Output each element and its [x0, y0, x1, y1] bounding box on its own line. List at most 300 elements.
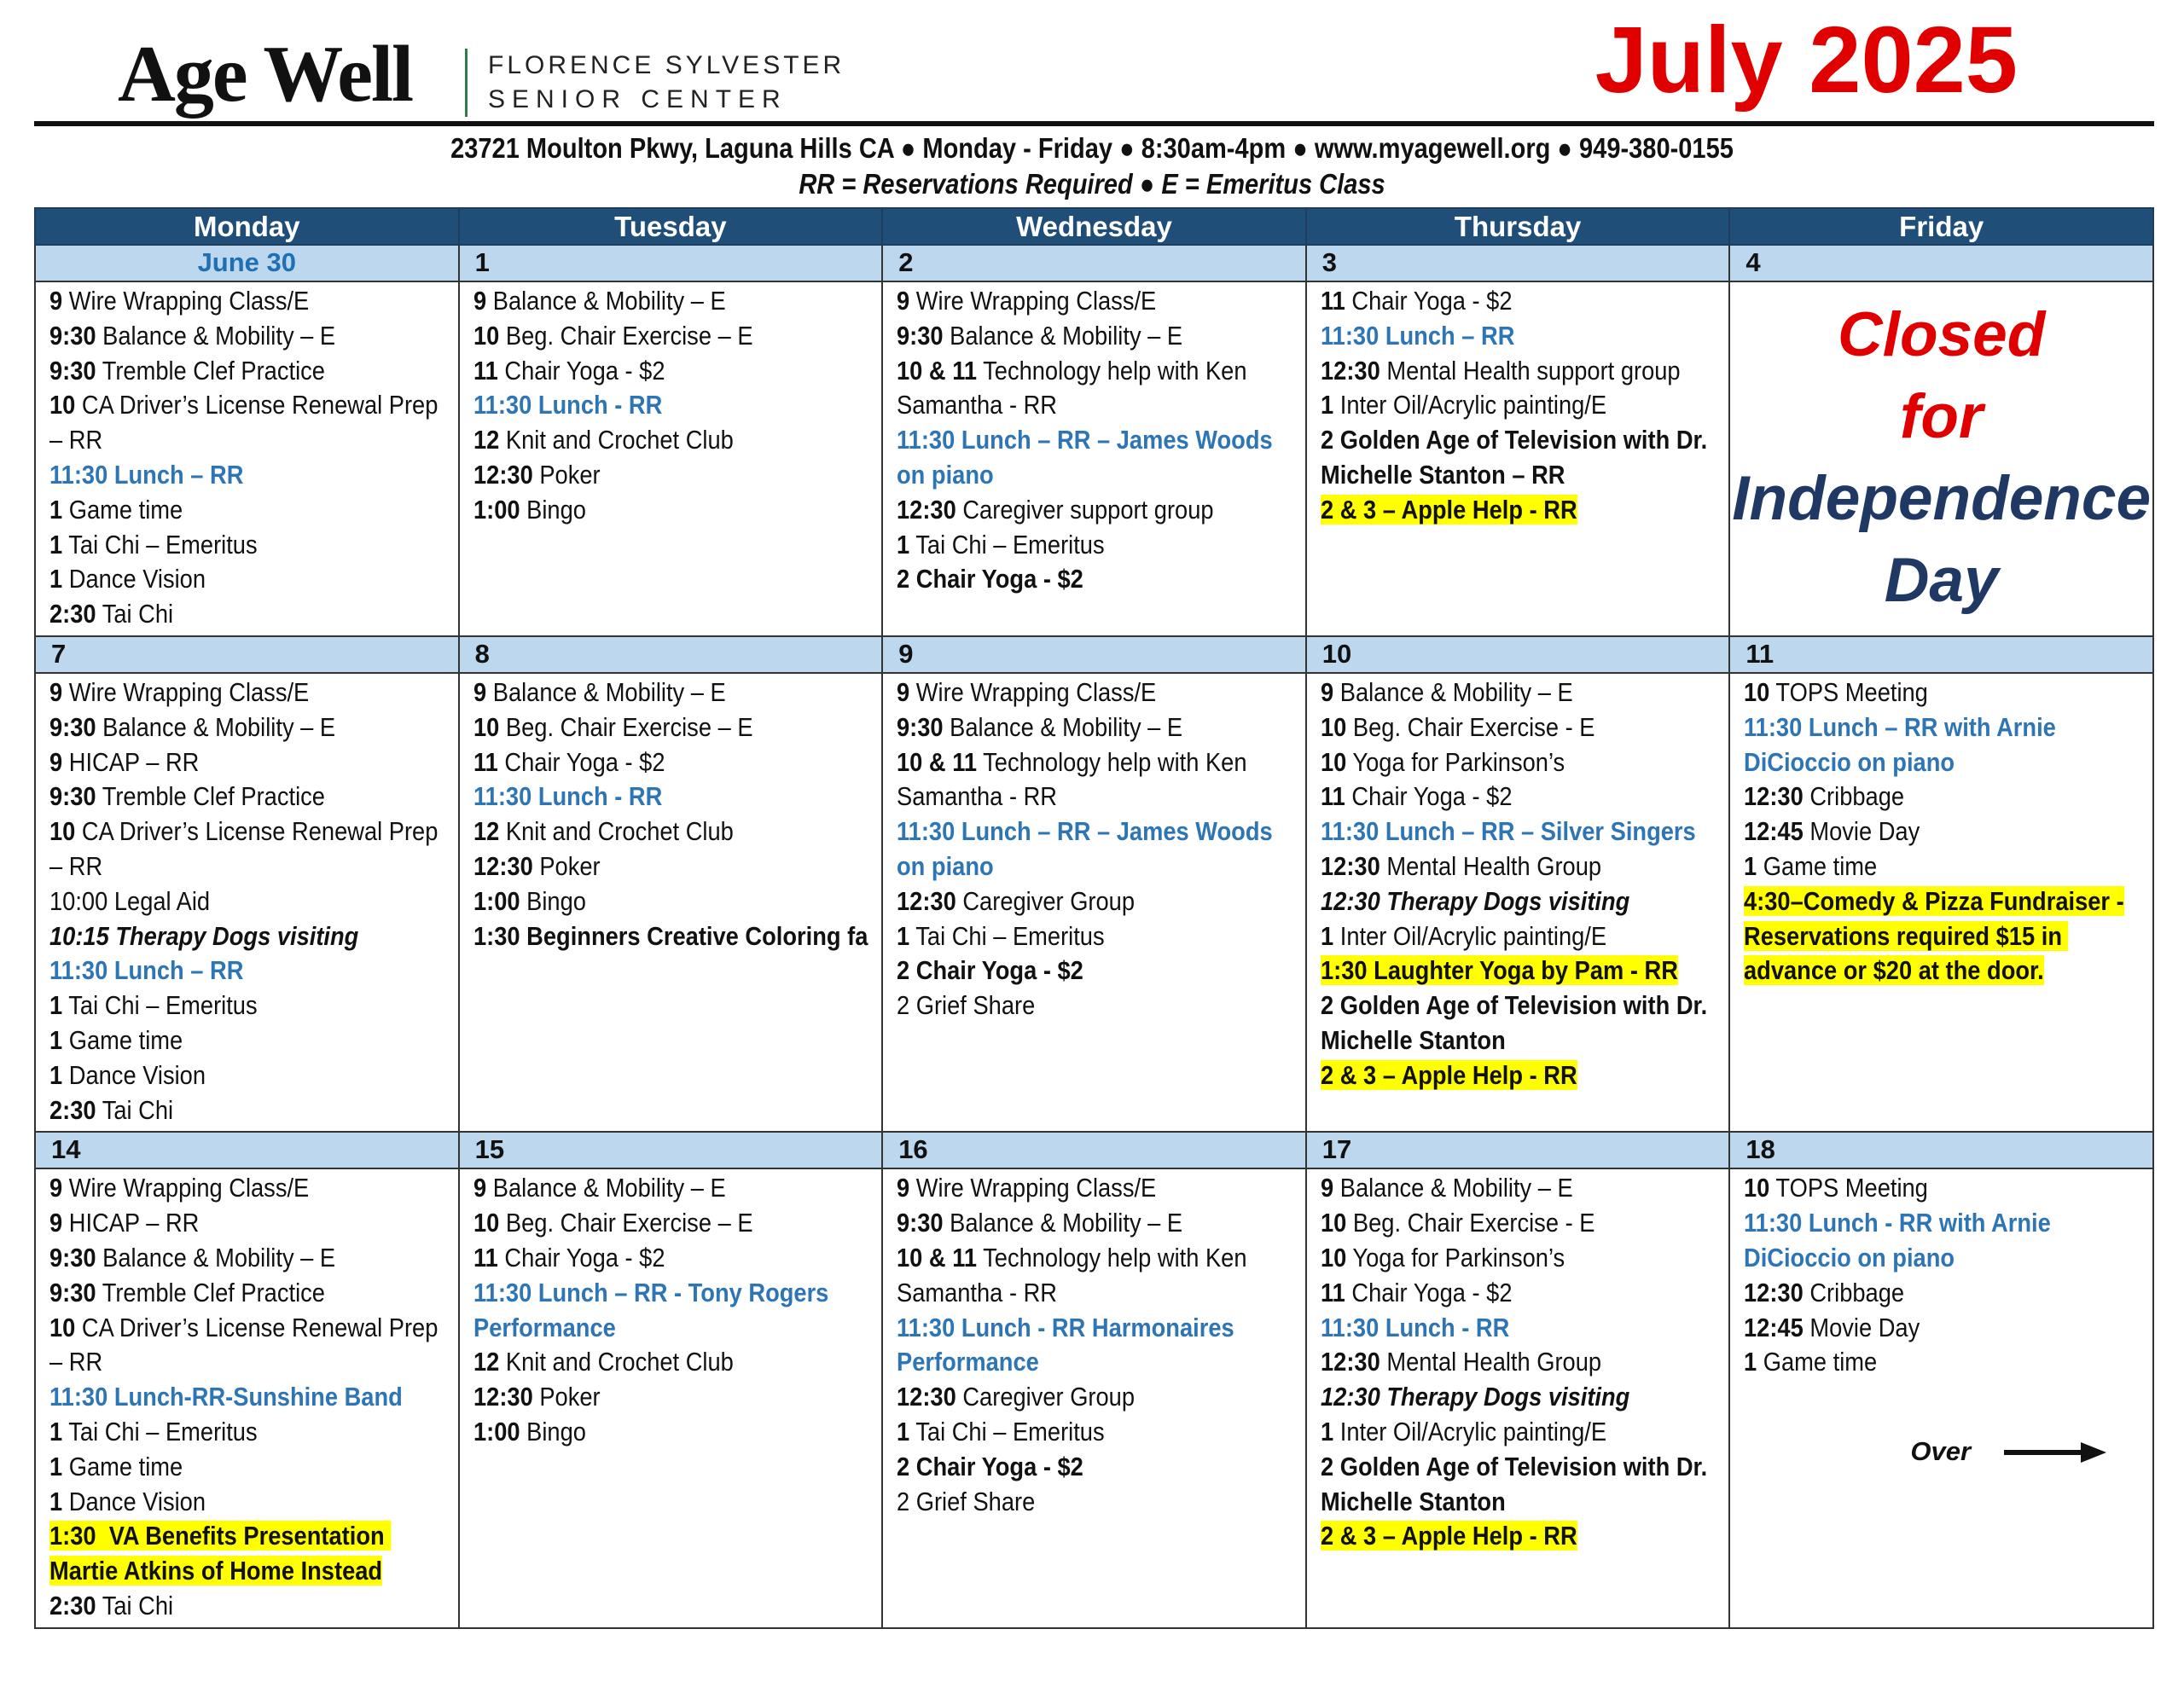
event-item — [1744, 1276, 2145, 1311]
event-item — [897, 423, 1298, 493]
event-item — [1321, 1058, 1722, 1093]
event-description: Caregiver support group — [956, 494, 1214, 525]
event-item — [49, 1485, 450, 1520]
event-description: Game time — [62, 494, 183, 525]
event-item — [49, 597, 450, 632]
event-time: 9:30 — [49, 1277, 96, 1307]
event-description: Tai Chi – Emeritus — [909, 920, 1105, 951]
event-time: 9:30 — [897, 320, 944, 351]
event-time: 10 & 11 — [897, 746, 978, 777]
event-item — [897, 954, 1298, 988]
event-item — [49, 493, 450, 528]
event-item — [897, 1171, 1298, 1206]
event-time: 9 — [49, 676, 63, 707]
event-time: 12:30 — [1320, 1347, 1380, 1377]
date-cell: 4 — [1729, 245, 2153, 281]
event-item — [897, 354, 1298, 424]
event-description: Chair Yoga - $2 — [1345, 286, 1513, 316]
event-description: CA Driver’s License Renewal Prep – RR — [49, 816, 444, 881]
event-time: 1 — [49, 564, 63, 594]
event-description: Beg. Chair Exercise – E — [498, 320, 753, 351]
event-item — [1321, 745, 1722, 780]
event-time: 1 — [897, 1416, 910, 1446]
event-description: 11:30 Lunch – RR — [49, 955, 244, 986]
event-description: Game time — [1757, 1347, 1878, 1377]
event-item — [49, 954, 450, 988]
event-time: 12:30 — [473, 850, 533, 881]
event-item — [49, 319, 450, 354]
event-description: 11:30 Lunch – RR — [49, 459, 244, 490]
event-item — [1744, 849, 2145, 884]
day-events-cell — [1306, 281, 1730, 636]
event-description: Caregiver Group — [956, 885, 1136, 916]
event-description: Wire Wrapping Class/E — [909, 676, 1157, 707]
event-time: 1 — [1744, 850, 1757, 881]
event-description: Wire Wrapping Class/E — [62, 676, 310, 707]
event-description: Mental Health Group — [1380, 850, 1601, 881]
event-description: Chair Yoga - $2 — [1345, 781, 1513, 812]
event-description: Poker — [532, 1382, 601, 1412]
event-item — [49, 562, 450, 597]
event-time: 12:30 — [1320, 850, 1380, 881]
date-row — [35, 245, 2153, 281]
event-time: 9 — [897, 286, 910, 316]
weekday-tuesday: Tuesday — [459, 208, 883, 245]
event-time: 9 — [897, 676, 910, 707]
legend-line: RR = Reservations Required ● E = Emeritus Class — [799, 168, 1385, 200]
event-description: Movie Day — [1804, 1312, 1920, 1342]
event-time: 9 — [49, 746, 63, 777]
closed-notice-word: for — [1900, 382, 1984, 451]
event-time: 10 & 11 — [897, 1242, 978, 1272]
event-description: TOPS Meeting — [1769, 1173, 1929, 1203]
event-item — [473, 284, 874, 319]
event-item — [49, 458, 450, 493]
event-time: 2:30 — [49, 1590, 96, 1620]
event-time: 12 — [473, 816, 499, 847]
event-item — [897, 528, 1298, 563]
highlighted-event-text: 1:30 VA Benefits Presentation Martie Atkins of Home Instead — [49, 1521, 392, 1586]
date-cell: 9 — [882, 636, 1306, 673]
day-events-cell — [882, 673, 1306, 1132]
closed-notice-word: Day — [1884, 546, 1999, 615]
date-cell: 11 — [1729, 636, 2153, 673]
event-time: 9 — [49, 1208, 63, 1238]
event-description: Balance & Mobility – E — [485, 286, 726, 316]
date-cell: 17 — [1306, 1132, 1730, 1168]
over-note — [1744, 1431, 2147, 1472]
date-cell: 3 — [1306, 245, 1730, 281]
event-time: 12:30 — [897, 1382, 956, 1412]
event-item — [1321, 1450, 1722, 1520]
event-time: 2:30 — [49, 599, 96, 629]
event-time: 1 — [897, 920, 910, 951]
event-time: 9 — [473, 676, 486, 707]
event-item — [49, 884, 450, 919]
highlighted-event-text: 4:30–Comedy & Pizza Fundraiser -Reservations required $15 in advance or $20 at the door. — [1744, 885, 2125, 986]
day-events-cell — [1729, 1168, 2153, 1627]
event-item — [1321, 884, 1722, 919]
event-item — [1744, 1206, 2145, 1276]
event-item — [1321, 1519, 1722, 1554]
event-time: 9:30 — [897, 1208, 944, 1238]
event-description: Technology help with Ken Samantha - RR — [897, 1242, 1254, 1307]
event-time: 10 — [49, 390, 76, 420]
event-item — [473, 815, 874, 849]
event-time: 9 — [1320, 1173, 1333, 1203]
event-time: 1 — [1320, 390, 1333, 420]
event-description: Bingo — [520, 1416, 586, 1446]
closed-notice-word: Independence — [1732, 464, 2152, 533]
page-header — [0, 0, 2184, 128]
event-item — [49, 1415, 450, 1450]
logo-divider — [465, 49, 468, 117]
date-cell: 10 — [1306, 636, 1730, 673]
event-description: Tai Chi – Emeritus — [62, 990, 258, 1021]
event-description: Knit and Crochet Club — [498, 425, 734, 455]
event-description: 11:30 Lunch – RR – Silver Singers — [1320, 816, 1696, 847]
event-time: 10 — [473, 1208, 499, 1238]
event-description: Wire Wrapping Class/E — [909, 286, 1157, 316]
event-item — [473, 675, 874, 710]
closed-notice-word: Closed — [1837, 300, 2046, 369]
event-description: Beg. Chair Exercise - E — [1346, 711, 1595, 742]
event-description: Bingo — [520, 885, 586, 916]
event-time: 9 — [1320, 676, 1333, 707]
event-item — [1321, 1380, 1722, 1415]
event-description: 2 Grief Share — [897, 1486, 1036, 1516]
event-time: 10 — [49, 816, 76, 847]
event-item — [897, 988, 1298, 1023]
event-item — [897, 319, 1298, 354]
event-time: 10 — [1744, 1173, 1770, 1203]
event-item — [473, 423, 874, 458]
day-events-cell — [459, 281, 883, 636]
day-events-cell — [1729, 673, 2153, 1132]
address-line: 23721 Moulton Pkwy, Laguna Hills CA ● Monday - Friday ● 8:30am-4pm ● www.myagewell.org ● 949-380-0155 — [450, 132, 1734, 164]
event-item — [1744, 1345, 2145, 1380]
event-item — [897, 1311, 1298, 1381]
logo-subtitle-line1: FLORENCE SYLVESTER — [488, 51, 845, 79]
event-time: 1 — [49, 529, 63, 559]
day-events-cell — [459, 1168, 883, 1627]
event-item — [473, 493, 874, 528]
event-item — [1744, 780, 2145, 815]
event-description: 2 Chair Yoga - $2 — [897, 564, 1084, 594]
event-description: 2 Golden Age of Television with Dr. Michelle Stanton — [1320, 990, 1714, 1055]
event-time: 10 — [1320, 746, 1347, 777]
event-description: Tremble Clef Practice — [96, 1277, 325, 1307]
event-time: 12 — [473, 425, 499, 455]
event-description: Balance & Mobility – E — [1333, 1173, 1573, 1203]
event-description: Balance & Mobility – E — [943, 711, 1183, 742]
event-item — [473, 1206, 874, 1241]
event-description: Mental Health support group — [1380, 355, 1681, 386]
event-time: 10 — [473, 320, 499, 351]
event-item — [49, 1023, 450, 1058]
event-item — [1321, 988, 1722, 1058]
logo-subtitle-line2: SENIOR CENTER — [488, 85, 787, 113]
event-item — [897, 1450, 1298, 1485]
day-events-cell — [35, 673, 459, 1132]
event-item — [1744, 1311, 2145, 1346]
event-time: 11 — [1320, 781, 1345, 812]
event-item — [1321, 284, 1722, 319]
event-item — [49, 988, 450, 1023]
event-description: Inter Oil/Acrylic painting/E — [1333, 920, 1606, 951]
event-time: 1 — [49, 1451, 63, 1481]
event-description: Balance & Mobility – E — [96, 1242, 336, 1272]
event-item — [473, 919, 874, 954]
event-description: 11:30 Lunch - RR — [473, 390, 662, 420]
event-description: 11:30 Lunch – RR - Tony Rogers Performance — [473, 1277, 835, 1342]
event-time: 12:30 — [473, 1382, 533, 1412]
event-item — [897, 884, 1298, 919]
event-item — [473, 319, 874, 354]
event-time: 9:30 — [49, 711, 96, 742]
event-item — [49, 388, 450, 458]
event-description: Movie Day — [1804, 816, 1920, 847]
date-cell: 15 — [459, 1132, 883, 1168]
event-item — [1321, 849, 1722, 884]
event-description: 12:30 Therapy Dogs visiting — [1320, 1382, 1630, 1412]
event-time: 1:00 — [473, 1416, 520, 1446]
event-item — [897, 710, 1298, 745]
event-description: TOPS Meeting — [1769, 676, 1929, 707]
date-cell: 2 — [882, 245, 1306, 281]
event-time: 10 — [49, 1312, 76, 1342]
header-rule — [34, 121, 2154, 126]
event-time: 12:30 — [473, 459, 533, 490]
event-item — [897, 1485, 1298, 1520]
event-item — [473, 1415, 874, 1450]
event-item — [1321, 1276, 1722, 1311]
event-description: Balance & Mobility – E — [943, 320, 1183, 351]
day-events-cell — [1306, 673, 1730, 1132]
event-time: 11 — [1320, 1277, 1345, 1307]
event-item — [1744, 884, 2145, 988]
event-time: 9 — [897, 1173, 910, 1203]
day-events-cell — [1306, 1168, 1730, 1627]
event-item — [1321, 388, 1722, 423]
event-time: 9 — [473, 286, 486, 316]
event-description: Dance Vision — [62, 564, 206, 594]
event-item — [473, 1241, 874, 1276]
event-description: 11:30 Lunch - RR with Arnie DiCioccio on piano — [1744, 1208, 2058, 1272]
date-cell: June 30 — [35, 245, 459, 281]
event-description: Yoga for Parkinson’s — [1346, 746, 1565, 777]
event-description: Yoga for Parkinson’s — [1346, 1242, 1565, 1272]
events-row — [35, 673, 2153, 1132]
event-time: 9 — [49, 286, 63, 316]
event-time: 1 — [1320, 1416, 1333, 1446]
event-description: Tai Chi – Emeritus — [62, 1416, 258, 1446]
event-time: 10 & 11 — [897, 355, 978, 386]
event-description: Tai Chi – Emeritus — [62, 529, 258, 559]
event-time: 1 — [49, 494, 63, 525]
day-events-cell — [882, 281, 1306, 636]
event-item — [473, 354, 874, 389]
event-description: Inter Oil/Acrylic painting/E — [1333, 1416, 1606, 1446]
event-description: 2 Chair Yoga - $2 — [897, 1451, 1084, 1481]
event-item — [1321, 1311, 1722, 1346]
date-cell: 8 — [459, 636, 883, 673]
date-row — [35, 636, 2153, 673]
event-time: 10 — [1320, 711, 1347, 742]
event-time: 10 — [473, 711, 499, 742]
event-description: 11:30 Lunch – RR – James Woods on piano — [897, 816, 1280, 881]
event-item — [1321, 493, 1722, 528]
event-time: 12:30 — [1320, 355, 1380, 386]
event-item — [1321, 1206, 1722, 1241]
event-description: Balance & Mobility – E — [943, 1208, 1183, 1238]
event-description: Mental Health Group — [1380, 1347, 1601, 1377]
event-description: Tai Chi — [96, 1590, 174, 1620]
event-time: 12:30 — [1744, 1277, 1804, 1307]
event-description: 2 Golden Age of Television with Dr. Michelle Stanton – RR — [1320, 425, 1714, 490]
event-item — [473, 849, 874, 884]
event-item — [49, 354, 450, 389]
event-item — [897, 919, 1298, 954]
event-description: Tai Chi – Emeritus — [909, 529, 1105, 559]
event-time: 9:30 — [49, 781, 96, 812]
event-item — [1321, 780, 1722, 815]
event-item — [49, 919, 450, 954]
month-title: July 2025 — [1594, 8, 2018, 113]
event-description: Chair Yoga - $2 — [1345, 1277, 1513, 1307]
event-description: Wire Wrapping Class/E — [62, 286, 310, 316]
event-description: Poker — [532, 850, 601, 881]
event-time: 1 — [49, 1486, 63, 1516]
event-time: 12:30 — [897, 885, 956, 916]
event-item — [1744, 710, 2145, 780]
event-item — [1321, 1415, 1722, 1450]
event-item — [1321, 710, 1722, 745]
closed-notice — [1730, 282, 2152, 622]
event-description: Knit and Crochet Club — [498, 816, 734, 847]
event-item — [897, 815, 1298, 884]
weekday-friday: Friday — [1729, 208, 2153, 245]
highlighted-event-text: 2 & 3 – Apple Help - RR — [1320, 1521, 1577, 1551]
event-item — [1321, 1241, 1722, 1276]
event-time: 1 — [1744, 1347, 1757, 1377]
weekday-wednesday: Wednesday — [882, 208, 1306, 245]
weekday-thursday: Thursday — [1306, 208, 1730, 245]
event-item — [49, 284, 450, 319]
event-time: 1:00 — [473, 494, 520, 525]
event-description: Balance & Mobility – E — [1333, 676, 1573, 707]
day-events-cell — [459, 673, 883, 1132]
event-item — [49, 745, 450, 780]
highlighted-event-text: 1:30 Laughter Yoga by Pam - RR — [1320, 955, 1678, 986]
event-description: Technology help with Ken Samantha - RR — [897, 355, 1254, 420]
event-item — [49, 815, 450, 884]
day-events-cell — [1729, 281, 2153, 636]
right-arrow-icon — [2004, 1440, 2106, 1465]
event-item — [473, 710, 874, 745]
day-events-cell — [882, 1168, 1306, 1627]
event-description: Wire Wrapping Class/E — [62, 1173, 310, 1203]
event-time: 9:30 — [49, 1242, 96, 1272]
event-item — [1321, 354, 1722, 389]
date-cell: 16 — [882, 1132, 1306, 1168]
event-description: Game time — [62, 1451, 183, 1481]
event-description: 2 Grief Share — [897, 990, 1036, 1021]
event-description: HICAP – RR — [62, 1208, 200, 1238]
event-description: 11:30 Lunch - RR — [1320, 1312, 1510, 1342]
calendar-grid — [34, 207, 2154, 1629]
event-description: 11:30 Lunch - RR Harmonaires Performance — [897, 1312, 1241, 1377]
event-item — [897, 562, 1298, 597]
event-description: Tai Chi — [96, 599, 174, 629]
event-item — [1321, 954, 1722, 988]
event-item — [473, 1171, 874, 1206]
event-time: 9:30 — [49, 355, 96, 386]
event-item — [473, 1345, 874, 1380]
event-time: 11 — [473, 355, 498, 386]
event-description: Chair Yoga - $2 — [497, 355, 665, 386]
event-item — [1321, 919, 1722, 954]
event-description: Balance & Mobility – E — [96, 711, 336, 742]
event-item — [1321, 1345, 1722, 1380]
highlighted-event-text: 2 & 3 – Apple Help - RR — [1320, 494, 1577, 525]
event-time: 10 — [1744, 676, 1770, 707]
event-description: Cribbage — [1804, 781, 1905, 812]
date-row — [35, 1132, 2153, 1168]
event-description: Balance & Mobility – E — [96, 320, 336, 351]
event-time: 12:30 — [1744, 781, 1804, 812]
event-item — [897, 1415, 1298, 1450]
event-time: 11 — [473, 1242, 498, 1272]
event-description: Technology help with Ken Samantha - RR — [897, 746, 1254, 812]
event-description: 10:00 Legal Aid — [49, 885, 211, 916]
event-description: Knit and Crochet Club — [498, 1347, 734, 1377]
event-description: Tremble Clef Practice — [96, 355, 325, 386]
event-description: Poker — [532, 459, 601, 490]
event-description: Cribbage — [1804, 1277, 1905, 1307]
event-item — [49, 1380, 450, 1415]
event-item — [49, 1093, 450, 1128]
event-item — [897, 745, 1298, 815]
event-time: 12:45 — [1744, 816, 1804, 847]
event-description: Game time — [1757, 850, 1878, 881]
event-description: Tai Chi – Emeritus — [909, 1416, 1105, 1446]
event-item — [897, 493, 1298, 528]
event-description: Wire Wrapping Class/E — [909, 1173, 1157, 1203]
events-row — [35, 1168, 2153, 1627]
event-description: Chair Yoga - $2 — [497, 746, 665, 777]
event-time: 12:30 — [897, 494, 956, 525]
event-item — [49, 1450, 450, 1485]
event-description: 2 Golden Age of Television with Dr. Michelle Stanton — [1320, 1451, 1714, 1516]
event-description: 2 Chair Yoga - $2 — [897, 955, 1084, 986]
event-time: 9 — [473, 1173, 486, 1203]
event-description: 11:30 Lunch – RR with Arnie DiCioccio on piano — [1744, 711, 2063, 777]
weekday-header-row — [35, 208, 2153, 245]
event-description: Tai Chi — [96, 1094, 174, 1125]
event-description: HICAP – RR — [62, 746, 200, 777]
event-description: Caregiver Group — [956, 1382, 1136, 1412]
event-description: 11:30 Lunch – RR — [1320, 320, 1515, 351]
event-item — [49, 1206, 450, 1241]
event-description: Dance Vision — [62, 1486, 206, 1516]
event-description: 11:30 Lunch-RR-Sunshine Band — [49, 1382, 403, 1412]
event-item — [1321, 815, 1722, 849]
event-description: Chair Yoga - $2 — [497, 1242, 665, 1272]
event-item — [49, 1171, 450, 1206]
event-time: 9 — [49, 1173, 63, 1203]
event-item — [897, 1241, 1298, 1311]
